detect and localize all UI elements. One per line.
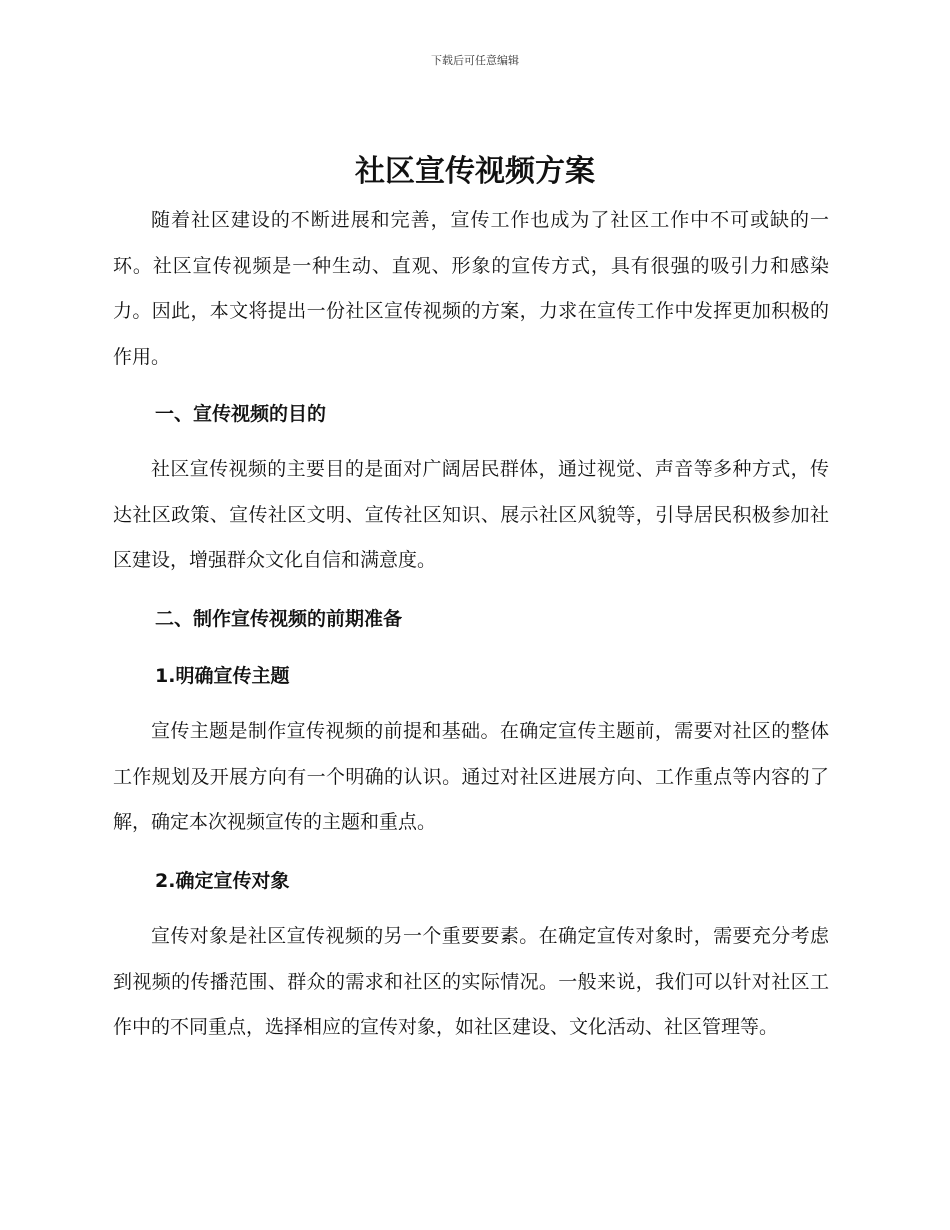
subsection-body-audience: 宣传对象是社区宣传视频的另一个重要要素。在确定宣传对象时，需要充分考虑到视频的传播范围、群众的需求和社区的实际情况。一般来说，我们可以针对社区工作中的不同重点，选择相应的宣传对象，如社区建设、文化活动、社区管理等。 [113, 925, 829, 1038]
subsection-heading-theme: 1.明确宣传主题 [155, 665, 290, 687]
document-title: 社区宣传视频方案 [355, 154, 595, 189]
intro-paragraph: 随着社区建设的不断进展和完善，宣传工作也成为了社区工作中不可或缺的一环。社区宣传视频是一种生动、直观、形象的宣传方式，具有很强的吸引力和感染力。因此，本文将提出一份社区宣传视频的方案，力求在宣传工作中发挥更加积极的作用。 [113, 209, 829, 368]
subsection-heading-audience: 2.确定宣传对象 [155, 870, 290, 892]
subsection-body-theme: 宣传主题是制作宣传视频的前提和基础。在确定宣传主题前，需要对社区的整体工作规划及开展方向有一个明确的认识。通过对社区进展方向、工作重点等内容的了解，确定本次视频宣传的主题和重点。 [113, 720, 829, 833]
section-heading-preparation: 二、制作宣传视频的前期准备 [155, 608, 403, 630]
page-header: 下载后可任意编辑 [431, 54, 519, 67]
section-heading-purpose: 一、宣传视频的目的 [155, 403, 327, 425]
section-body-purpose: 社区宣传视频的主要目的是面对广阔居民群体，通过视觉、声音等多种方式，传达社区政策、宣传社区文明、宣传社区知识、展示社区风貌等，引导居民积极参加社区建设，增强群众文化自信和满意度。 [113, 458, 829, 571]
